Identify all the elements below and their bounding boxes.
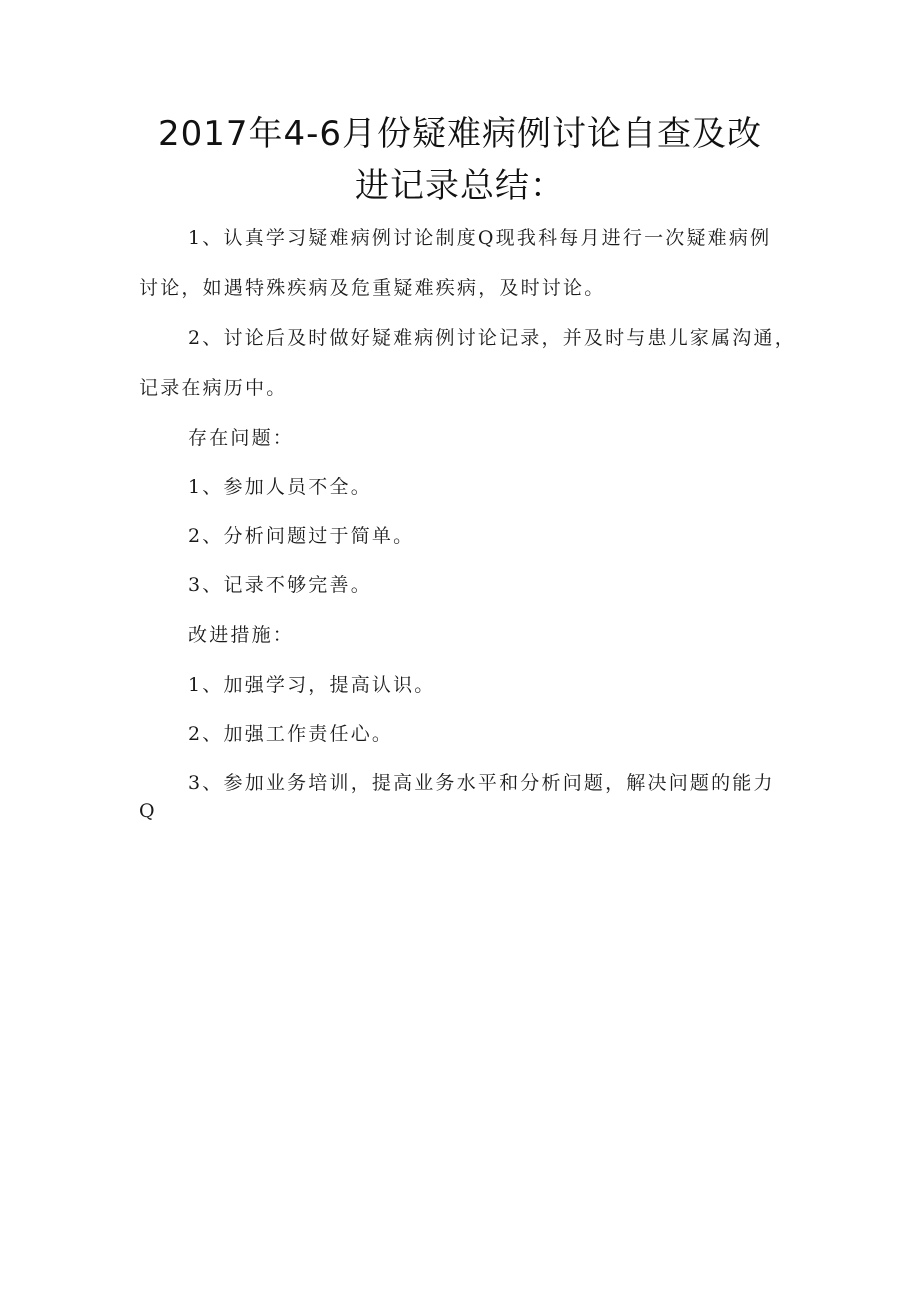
paragraph-1-line-1: 1、认真学习疑难病例讨论制度Q现我科每月进行一次疑难病例: [188, 227, 772, 249]
document-title-line-1: 2017年4-6月份疑难病例讨论自查及改: [157, 114, 763, 154]
measure-item-2: 2、加强工作责任心。: [188, 723, 394, 745]
measures-heading: 改进措施：: [188, 624, 295, 646]
problem-item-1: 1、参加人员不全。: [188, 476, 372, 498]
measure-item-3-line-1: 3、参加业务培训，提高业务水平和分析问题，解决问题的能力: [188, 772, 775, 794]
paragraph-2-line-1: 2、讨论后及时做好疑难病例讨论记录，并及时与患儿家属沟通，: [188, 327, 796, 349]
document-title-line-2: 进记录总结：: [355, 166, 565, 206]
measure-item-1: 1、加强学习，提高认识。: [188, 674, 436, 696]
problem-item-3: 3、记录不够完善。: [188, 574, 372, 596]
measure-item-3-line-2: Q: [139, 800, 157, 822]
paragraph-1-line-2: 讨论，如遇特殊疾病及危重疑难疾病，及时讨论。: [139, 277, 606, 299]
problem-item-2: 2、分析问题过于简单。: [188, 525, 415, 547]
paragraph-2-line-2: 记录在病历中。: [139, 377, 288, 399]
problems-heading: 存在问题：: [188, 427, 295, 449]
